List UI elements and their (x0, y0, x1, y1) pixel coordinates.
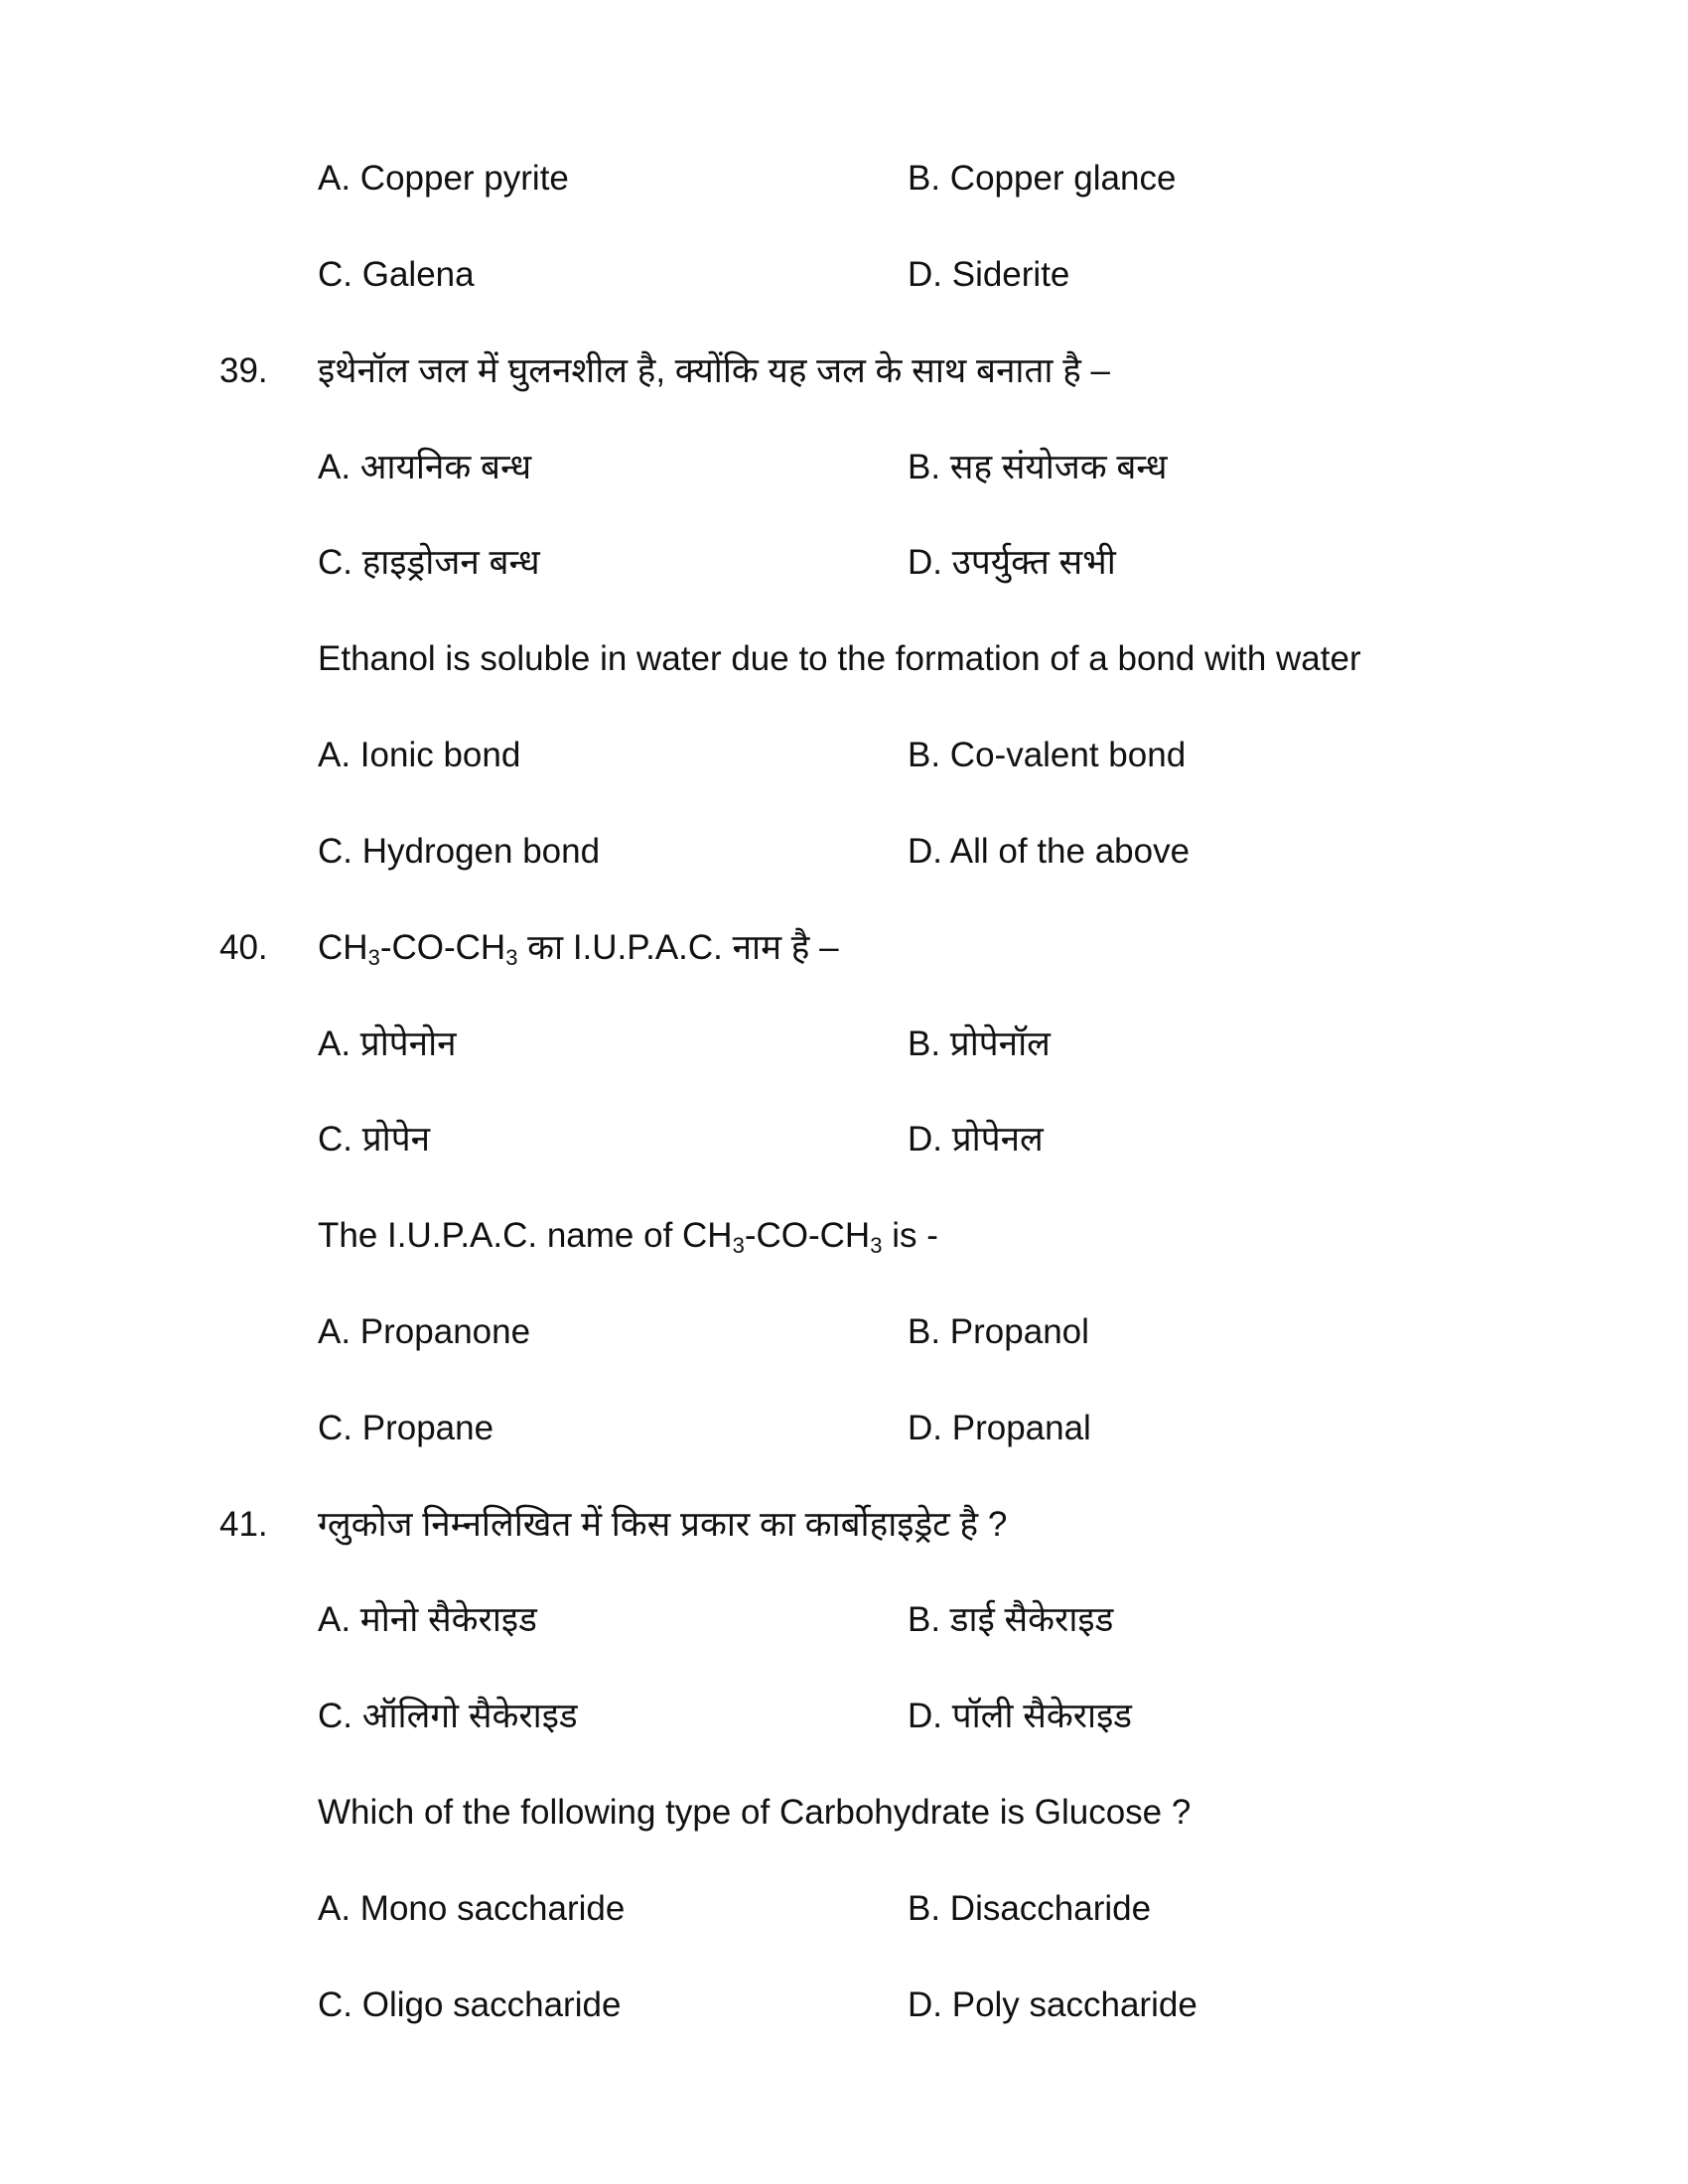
q39-hindi-question-line (0, 341, 1688, 401)
q39-hindi-question: इथेनॉल जल में घुलनशील है, क्योंकि यह जल के साथ बनाता है – (318, 351, 1110, 390)
q39-hindi-option-a: A. आयनिक बन्ध (318, 448, 532, 486)
q40-english-option-c: C. Propane (318, 1409, 494, 1447)
q39-hindi-option-d: D. उपर्युक्त सभी (908, 543, 1116, 582)
formula-ch: CH (318, 928, 368, 967)
q41-english-option-d: D. Poly saccharide (908, 1985, 1197, 2024)
q41-number: 41. (219, 1505, 268, 1544)
q40-hindi-option-b: B. प्रोपेनॉल (908, 1024, 1051, 1063)
q41-english-question-line (0, 1783, 1688, 1843)
q40-english-question-line (0, 1206, 1688, 1266)
q41-hindi-option-d: D. पॉली सैकेराइड (908, 1697, 1133, 1735)
q40-hindi-option-c: C. प्रोपेन (318, 1120, 431, 1159)
q39-hindi-option-c: C. हाइड्रोजन बन्ध (318, 543, 540, 582)
q41-hindi-option-b: B. डाई सैकेराइड (908, 1600, 1114, 1639)
q39-number: 39. (219, 351, 268, 390)
formula-subscript: 3 (870, 1233, 883, 1258)
q39-english-option-c: C. Hydrogen bond (318, 832, 601, 871)
q41-english-option-a: A. Mono saccharide (318, 1889, 626, 1928)
q40-hindi-question-suffix: का I.U.P.A.C. नाम है – (517, 928, 839, 967)
q40-number: 40. (219, 928, 268, 967)
q38-options-row-2 (0, 245, 1688, 305)
q39-hindi-options-row-1 (0, 438, 1688, 497)
q40-hindi-option-d: D. प्रोपेनल (908, 1120, 1044, 1159)
q41-hindi-option-a: A. मोनो सैकेराइड (318, 1600, 537, 1639)
q38-option-d: D. Siderite (908, 255, 1070, 294)
q40-english-option-d: D. Propanal (908, 1409, 1091, 1447)
q39-english-question-line (0, 629, 1688, 689)
q40-english-question-prefix: The I.U.P.A.C. name of (318, 1216, 683, 1255)
q38-option-c: C. Galena (318, 255, 475, 294)
q41-english-options-row-2 (0, 1976, 1688, 2035)
q41-hindi-options-row-1 (0, 1590, 1688, 1650)
q38-options-row-1 (0, 149, 1688, 208)
q38-option-b: B. Copper glance (908, 159, 1177, 198)
q39-hindi-options-row-2 (0, 533, 1688, 593)
q41-english-options-row-1 (0, 1879, 1688, 1939)
q38-option-a: A. Copper pyrite (318, 159, 569, 198)
q39-english-option-b: B. Co-valent bond (908, 736, 1187, 774)
q41-hindi-question-line (0, 1495, 1688, 1555)
q40-hindi-question (318, 918, 839, 982)
q40-hindi-question-line (0, 918, 1688, 978)
formula-subscript: 3 (732, 1233, 745, 1258)
q41-hindi-option-c: C. ऑलिगो सैकेराइड (318, 1697, 578, 1735)
formula-co-ch: -CO-CH (744, 1216, 871, 1255)
q40-hindi-option-a: A. प्रोपेनोन (318, 1024, 457, 1063)
q41-english-option-c: C. Oligo saccharide (318, 1985, 622, 2024)
q41-english-option-b: B. Disaccharide (908, 1889, 1152, 1928)
q39-english-option-d: D. All of the above (908, 832, 1191, 871)
q40-english-question-suffix: is - (882, 1216, 938, 1255)
formula-subscript: 3 (505, 945, 518, 970)
q39-hindi-option-b: B. सह संयोजक बन्ध (908, 448, 1168, 486)
q41-hindi-question: ग्लुकोज निम्नलिखित में किस प्रकार का कार्बोहाइड्रेट है ? (318, 1505, 1008, 1544)
q40-english-options-row-1 (0, 1302, 1688, 1362)
q40-english-option-b: B. Propanol (908, 1312, 1089, 1351)
formula-ch: CH (682, 1216, 733, 1255)
q40-english-options-row-2 (0, 1399, 1688, 1458)
q40-hindi-options-row-1 (0, 1015, 1688, 1074)
q40-hindi-options-row-2 (0, 1110, 1688, 1169)
q39-english-options-row-2 (0, 822, 1688, 882)
q41-english-question: Which of the following type of Carbohydrate is Glucose ? (318, 1793, 1192, 1832)
formula-co-ch: -CO-CH (379, 928, 506, 967)
q40-english-question (318, 1206, 938, 1270)
q39-english-option-a: A. Ionic bond (318, 736, 521, 774)
q40-english-option-a: A. Propanone (318, 1312, 531, 1351)
q41-hindi-options-row-2 (0, 1687, 1688, 1746)
q39-english-options-row-1 (0, 726, 1688, 785)
formula-subscript: 3 (367, 945, 380, 970)
q39-english-question: Ethanol is soluble in water due to the formation of a bond with water (318, 639, 1361, 678)
